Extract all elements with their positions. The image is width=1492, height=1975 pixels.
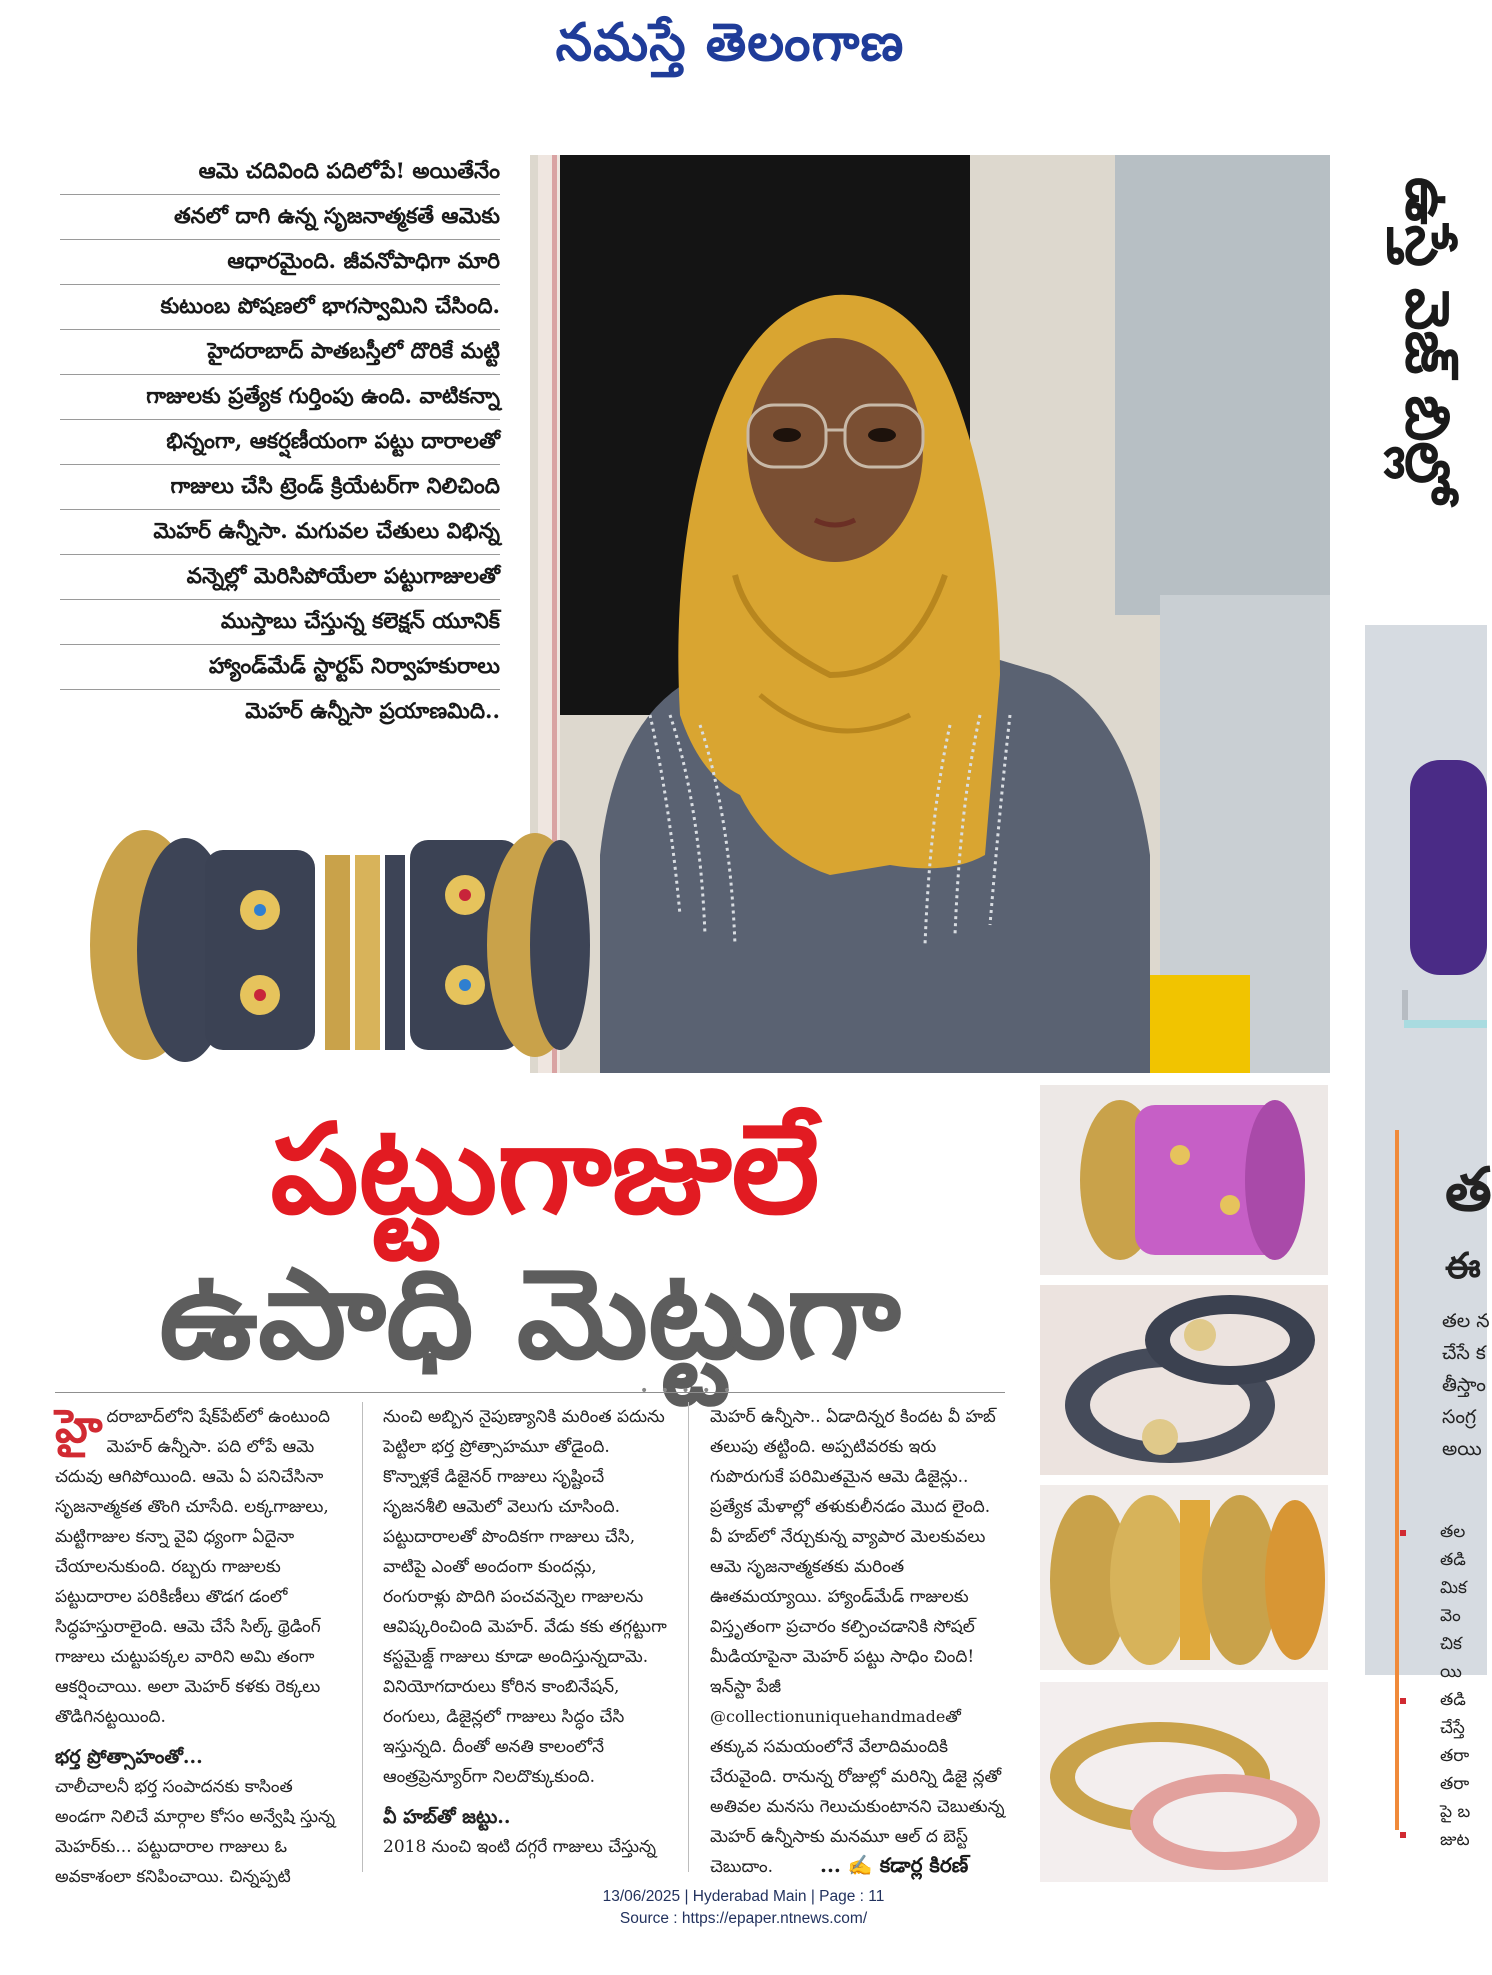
intro-line: ముస్తాబు చేస్తున్న కలెక్షన్ యూనిక్ [60, 600, 500, 645]
page-info: 13/06/2025 | Hyderabad Main | Page : 11 [602, 1888, 885, 1905]
portrait-photo [530, 155, 1330, 1073]
bangles-thumb-gold [1040, 1485, 1328, 1670]
adjacent-bullets: తల తడి మిక వెం చిక యి తడి చేస్తే తరా తరా పై బ జుట [1440, 1522, 1471, 1850]
masthead-logo: నమస్తే తెలంగాణ [555, 12, 905, 73]
intro-line: మెహర్ ఉన్నీసా ప్రయాణమిది.. [245, 699, 500, 724]
paragraph: తక్కువ సమయంలోనే వేలాదిమందికి చేరువైంది. రానున్న రోజుల్లో మరిన్ని డిజై న్లతో అతివల మనసు గెలుచుకుంటానని చెబుతున్న మెహర్ ఉన్నీసాకు మనమూ ఆల్ ద బెస్ట్ చెబుదాం. [710, 1737, 1005, 1877]
source-link[interactable]: Source : https://epaper.ntnews.com/ [619, 1910, 868, 1927]
instagram-handle: @collectionuniquehandmadeతో [710, 1707, 961, 1726]
headline-line-2: ఉపాధి మెట్టుగా [159, 1243, 901, 1387]
column-divider [688, 1402, 689, 1872]
subheading: భర్త ప్రోత్సాహంతో... [55, 1746, 203, 1768]
intro-line: భిన్నంగా, ఆకర్షణీయంగా పట్టు దారాలతో [60, 420, 500, 465]
intro-line: తనలో దాగి ఉన్న సృజనాత్మకతే ఆమెకు [60, 195, 500, 240]
adjacent-sub-letter: ఈ [1445, 1245, 1481, 1287]
intro-line: హైదరాబాద్ పాతబస్తీలో దొరికే మట్టి [60, 330, 500, 375]
pen-icon: ✍ [847, 1853, 873, 1877]
adjacent-vertical-title: ఉస్తే వెజ్ బిల్లో [1392, 177, 1462, 504]
bangles-thumb-black [1040, 1285, 1328, 1475]
rule-ornament: • • • • • [640, 1383, 736, 1399]
adjacent-text: తల న చేసే క తీస్తాం సంగ్ర అయి [1442, 1310, 1490, 1460]
intro-line: గాజులకు ప్రత్యేక గుర్తింపు ఉంది. వాటికన్నా [60, 375, 500, 420]
byline-name: కడార్ల కిరణ్ [879, 1853, 969, 1877]
intro-text [60, 150, 500, 734]
paragraph: 2018 నుంచి ఇంటి దగ్గరే గాజులు చేస్తున్న [383, 1837, 656, 1857]
paragraph: నుంచి అబ్బిన నైపుణ్యానికి మరింత పదును పెట్టిలా భర్త ప్రోత్సాహమూ తోడైంది. కొన్నాళ్లకే డిజైనర్ గాజులు సృష్టించే సృజనశీలి ఆమెలో వెలుగు చూసింది. పట్టుదారాలతో పొందికగా గాజులు చేసి, వాటిపై ఎంతో అందంగా కుందన్లు, రంగురాళ్లు పొదిగి పంచవన్నెల గాజులను ఆవిష్కరించింది మెహర్. వేడు కకు తగ్గట్టుగా కస్టమైజ్డ్ గాజులు కూడా అందిస్తున్నదామె. వినియోగదారులు కోరిన కాంబినేషన్, రంగులు, డిజైన్లలో గాజులు సిద్ధం చేసి ఇస్తున్నది. దీంతో అనతి కాలంలోనే ఆంత్రప్రెన్యూర్‌గా నిలదొక్కుకుంది. [383, 1407, 667, 1787]
paragraph: చాలీచాలనీ భర్త సంపాదనకు కాసింత అండగా నిలిచే మార్గాల కోసం అన్వేషి స్తున్న మెహర్‌కు... పట్టుదారాల గాజులు ఓ అవకాశంలా కనిపించాయి. చిన్నప్పటి [55, 1777, 335, 1887]
bangles-thumb-peach [1040, 1682, 1328, 1882]
intro-line: ఆమె చదివింది పదిలోపే! అయితేనేం [60, 150, 500, 195]
intro-line: వన్నెల్లో మెరిసిపోయేలా పట్టుగాజులతో [60, 555, 500, 600]
column-divider [362, 1402, 363, 1872]
adjacent-article-strip [1340, 0, 1492, 1975]
intro-line: హ్యాండ్‌మేడ్ స్టార్టప్ నిర్వాహకురాలు [60, 645, 500, 690]
subheading: వీ హబ్‌తో జట్టు.. [383, 1806, 511, 1828]
headline-line-1: పట్టుగాజులే [270, 1097, 820, 1242]
intro-line: గాజులు చేసి ట్రెండ్ క్రియేటర్‌గా నిలిచింది [60, 465, 500, 510]
article-column-1 [55, 1399, 340, 1892]
bangles-photo [55, 815, 600, 1075]
adjacent-big-letter: త [1445, 1155, 1492, 1225]
headline-rule [55, 1392, 1005, 1393]
intro-line: కుటుంబ పోషణలో భాగస్వామిని చేసింది. [60, 285, 500, 330]
bangles-thumb-pink [1040, 1085, 1328, 1275]
intro-line: మెహర్ ఉన్నీసా. మగువల చేతులు విభిన్న [60, 510, 500, 555]
paragraph: దరాబాద్‌లోని షేక్‌పేట్‌లో ఉంటుంది మెహర్ ఉన్నీసా. పది లోపే ఆమె చదువు ఆగిపోయింది. ఆమె ఏ పనిచేసినా సృజనాత్మకత తొంగి చూసేది. లక్కగాజులు, మట్టిగాజుల కన్నా వైవి ధ్యంగా ఏదైనా చేయాలనుకుంది. రబ్బరు గాజులకు పట్టుదారాల పరికిణీలు తొడగ డంలో సిద్ధహస్తురాలైంది. ఆమె చేసే సిల్క్ థ్రెడింగ్ గాజులు చుట్టుపక్కల వారిని అమి తంగా ఆకర్షించాయి. అలా మెహర్ కళకు రెక్కలు తొడిగినట్టయింది. [55, 1407, 331, 1727]
paragraph: మెహర్ ఉన్నీసా.. ఏడాదిన్నర కిందట వీ హబ్ తలుపు తట్టింది. అప్పటివరకు ఇరు గుపొరుగుకే పరిమితమైన ఆమె డిజైన్లు.. ప్రత్యేక మేళాల్లో తళుకులీనడం మొద లైంది. వీ హబ్‌లో నేర్చుకున్న వ్యాపార మెలకువలు ఆమె సృజనాత్మకతకు మరింత ఊతమయ్యాయి. హ్యాండ్‌మేడ్ గాజులకు విస్తృతంగా ప్రచారం కల్పించడానికి సోషల్ మీడియాపైనా మెహర్ పట్టు సాధిం చింది! ఇన్‌స్టా పేజీ [710, 1407, 996, 1697]
article-column-3 [710, 1402, 1005, 1882]
dropcap: హై [55, 1399, 103, 1453]
byline-dots: ... [820, 1853, 841, 1877]
byline [820, 1853, 968, 1882]
intro-line: ఆధారమైంది. జీవనోపాధిగా మారి [60, 240, 500, 285]
article-column-2 [383, 1402, 668, 1862]
